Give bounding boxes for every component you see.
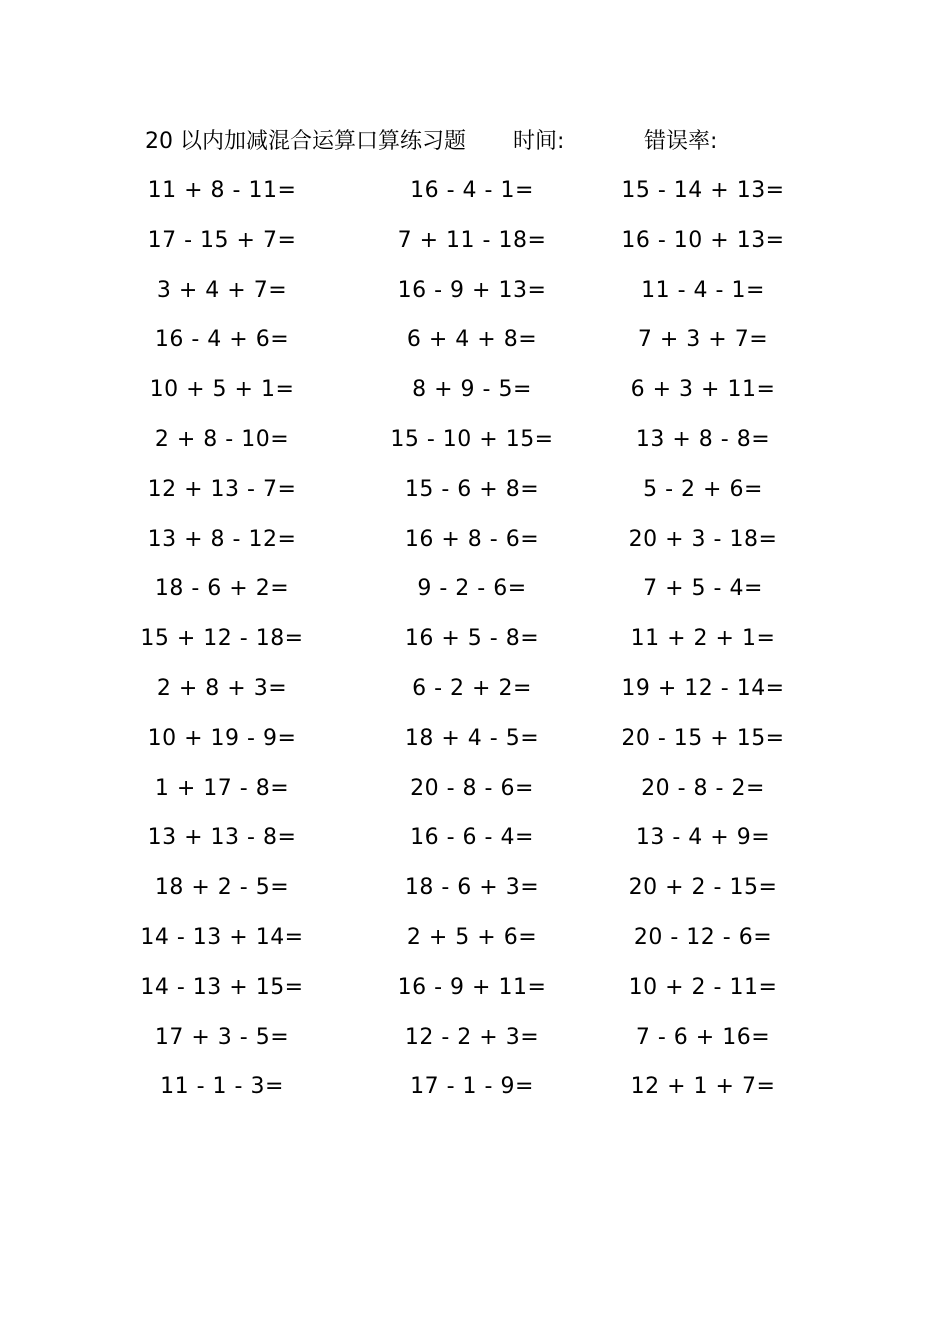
problem-row: [0, 419, 950, 469]
problem-item: 2 + 8 + 3=: [156, 675, 288, 701]
problem-item: 10 + 5 + 1=: [149, 377, 295, 403]
problem-item: 14 - 13 + 15=: [140, 974, 304, 1000]
problem-row: [0, 519, 950, 569]
problem-row: [0, 469, 950, 519]
problem-row: [0, 270, 950, 320]
problem-item: 16 - 9 + 13=: [397, 277, 547, 303]
problem-row: [0, 319, 950, 369]
problem-row: [0, 568, 950, 618]
problem-item: 19 + 12 - 14=: [621, 675, 785, 701]
problem-item: 11 - 1 - 3=: [160, 1074, 284, 1100]
problem-item: 6 - 2 + 2=: [412, 675, 532, 701]
problem-row: [0, 718, 950, 768]
problem-item: 15 - 10 + 15=: [390, 426, 554, 452]
problem-item: 10 + 2 - 11=: [628, 974, 778, 1000]
problem-item: 18 + 4 - 5=: [404, 725, 540, 751]
problem-item: 20 - 15 + 15=: [621, 725, 785, 751]
problem-item: 3 + 4 + 7=: [156, 277, 288, 303]
problem-item: 7 + 3 + 7=: [637, 327, 769, 353]
problem-item: 6 + 4 + 8=: [406, 327, 538, 353]
time-label: 时间:: [513, 129, 565, 154]
problem-item: 11 + 8 - 11=: [147, 178, 297, 203]
problem-item: 17 + 3 - 5=: [154, 1024, 290, 1050]
problem-item: 11 - 4 - 1=: [641, 277, 765, 303]
problem-item: 15 + 12 - 18=: [140, 626, 304, 652]
problem-item: 16 - 4 + 6=: [154, 327, 290, 353]
problem-item: 9 - 2 - 6=: [417, 576, 527, 602]
problem-row: [0, 1066, 950, 1116]
problem-item: 13 + 8 - 12=: [147, 526, 297, 552]
problem-item: 7 - 6 + 16=: [635, 1024, 771, 1050]
problem-item: 15 - 14 + 13=: [621, 178, 785, 203]
problem-item: 16 - 6 - 4=: [410, 825, 534, 851]
problem-item: 13 - 4 + 9=: [635, 825, 771, 851]
problem-row: [0, 917, 950, 967]
problem-item: 18 + 2 - 5=: [154, 875, 290, 901]
problem-item: 20 - 8 - 6=: [410, 775, 534, 801]
problem-item: 7 + 5 - 4=: [643, 576, 763, 602]
problem-item: 13 + 13 - 8=: [147, 825, 297, 851]
problem-row: [0, 170, 950, 220]
problem-item: 12 + 1 + 7=: [630, 1074, 776, 1100]
problem-row: [0, 369, 950, 419]
problem-item: 1 + 17 - 8=: [154, 775, 290, 801]
problem-row: [0, 768, 950, 818]
problem-item: 12 - 2 + 3=: [404, 1024, 540, 1050]
problem-item: 16 + 8 - 6=: [404, 526, 540, 552]
problem-item: 13 + 8 - 8=: [635, 426, 771, 452]
problem-item: 16 + 5 - 8=: [404, 626, 540, 652]
problem-item: 12 + 13 - 7=: [147, 476, 297, 502]
problem-row: [0, 967, 950, 1017]
problem-item: 17 - 1 - 9=: [410, 1074, 534, 1100]
problem-item: 20 - 12 - 6=: [633, 924, 773, 950]
problem-row: [0, 668, 950, 718]
worksheet-title: 20 以内加减混合运算口算练习题: [145, 129, 466, 154]
problem-row: [0, 618, 950, 668]
problem-item: 2 + 5 + 6=: [406, 924, 538, 950]
problem-item: 18 - 6 + 3=: [404, 875, 540, 901]
problem-item: 8 + 9 - 5=: [412, 377, 532, 403]
problem-item: 16 - 9 + 11=: [397, 974, 547, 1000]
problem-grid: [0, 170, 950, 1116]
problem-item: 20 - 8 - 2=: [641, 775, 765, 801]
problem-row: [0, 220, 950, 270]
problem-item: 6 + 3 + 11=: [630, 377, 776, 403]
problem-item: 7 + 11 - 18=: [397, 227, 547, 253]
problem-item: 2 + 8 - 10=: [154, 426, 290, 452]
problem-item: 20 + 2 - 15=: [628, 875, 778, 901]
error-rate-label: 错误率:: [644, 129, 718, 154]
problem-row: [0, 867, 950, 917]
problem-item: 10 + 19 - 9=: [147, 725, 297, 751]
problem-item: 16 - 4 - 1=: [410, 178, 534, 203]
problem-item: 15 - 6 + 8=: [404, 476, 540, 502]
problem-item: 17 - 15 + 7=: [147, 227, 297, 253]
problem-item: 16 - 10 + 13=: [621, 227, 785, 253]
problem-item: 14 - 13 + 14=: [140, 924, 304, 950]
problem-item: 20 + 3 - 18=: [628, 526, 778, 552]
problem-row: [0, 1017, 950, 1067]
problem-row: [0, 817, 950, 867]
problem-item: 18 - 6 + 2=: [154, 576, 290, 602]
problem-item: 11 + 2 + 1=: [630, 626, 776, 652]
problem-item: 5 - 2 + 6=: [643, 476, 763, 502]
